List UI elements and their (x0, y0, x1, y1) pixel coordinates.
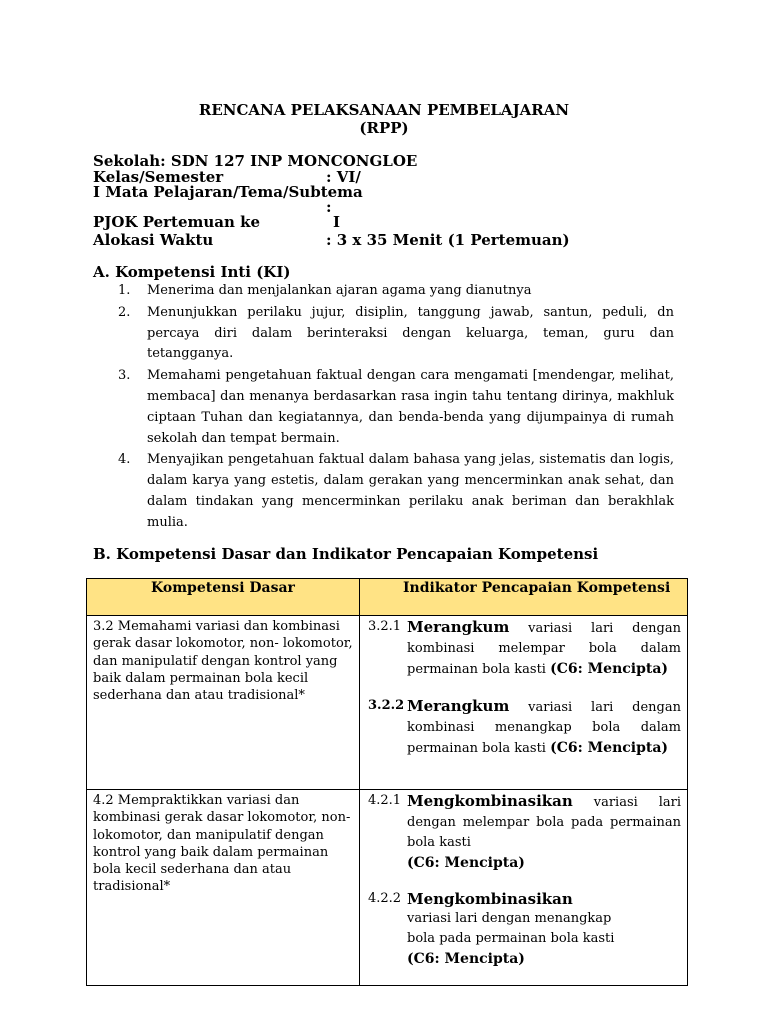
ki-list (118, 281, 674, 535)
kd-cell: 4.2 Mempraktikkan variasi dan kombinasi gerak dasar lokomotor, non-lokomotor, dan manipulatif dengan kontrol yang baik dalam permainan bola kecil sederhana dan atau tradisional* (87, 790, 360, 986)
header-indikator: Indikator Pencapaian Kompetensi (360, 579, 688, 616)
indicator-item (360, 617, 687, 680)
indicator-number: 4.2.2 (368, 891, 402, 906)
indicator-cell (360, 616, 688, 790)
indicator-text: variasi lari dengan menangkap bola pada permainan bola kasti (407, 911, 615, 946)
kd-table (86, 578, 688, 986)
info-alokasi-value: : 3 x 35 Menit (1 Pertemuan) (326, 231, 570, 249)
indicator-item (360, 791, 687, 873)
indicator-item (360, 889, 687, 969)
indicator-verb: Mengkombinasikan (407, 890, 573, 908)
ki-item-number: 2. (118, 304, 131, 320)
section-a-heading: A. Kompetensi Inti (KI) (93, 263, 291, 281)
indicator-number: 3.2.2 (368, 698, 405, 713)
indicator-number: 4.2.1 (368, 793, 402, 808)
document-title (0, 101, 768, 137)
ki-item (118, 281, 674, 302)
indicator-text: variasi lari dengan melempar bola pada permainan bola kasti (407, 795, 681, 850)
indicator-tag: (C6: Mencipta) (550, 661, 669, 677)
indicator-text: variasi lari dengan kombinasi menangkap bola dalam permainan bola kasti (407, 700, 681, 756)
indicator-verb: Merangkum (407, 697, 510, 715)
ki-item-text: Menyajikan pengetahuan faktual dalam bahasa yang jelas, sistematis dan logis, dalam karya yang estetis, dalam gerakan yang mencerminkan anak sehat, dan dalam tindakan yang mencerminkan perilaku anak beriman dan berakhlak mulia. (147, 452, 674, 530)
info-kelas-value: : VI/ (326, 168, 361, 186)
ki-item-number: 4. (118, 452, 131, 468)
info-mapel-colon: : (326, 198, 332, 216)
indicator-number: 3.2.1 (368, 619, 402, 634)
indicator-item (360, 696, 687, 759)
ki-item-text: Menunjukkan perilaku jujur, disiplin, tanggung jawab, santun, peduli, dn percaya diri dalam berinteraksi dengan keluarga, teman, guru dan tetangganya. (147, 304, 674, 362)
info-pjok-value: I (333, 213, 341, 231)
indicator-tag: (C6: Mencipta) (550, 740, 669, 756)
table-row (87, 616, 688, 790)
ki-item-number: 3. (118, 368, 131, 384)
table-row (87, 790, 688, 986)
title-line-2: (RPP) (359, 119, 409, 137)
indicator-verb: Mengkombinasikan (407, 792, 573, 810)
kd-cell: 3.2 Memahami variasi dan kombinasi gerak dasar lokomotor, non- lokomotor, dan manipulatif dengan kontrol yang baik dalam permainan bola kecil sederhana dan atau tradisional* (87, 616, 360, 790)
indicator-tag: (C6: Mencipta) (407, 951, 525, 967)
info-kelas-label: Kelas/Semester (93, 168, 224, 186)
indicator-cell (360, 790, 688, 986)
indicator-tag: (C6: Mencipta) (407, 855, 525, 871)
info-pjok-label: PJOK Pertemuan ke (93, 213, 261, 231)
ki-item-number: 1. (118, 283, 131, 298)
info-mapel: I Mata Pelajaran/Tema/Subtema (93, 183, 363, 201)
section-b-heading: B. Kompetensi Dasar dan Indikator Pencapaian Kompetensi (93, 545, 599, 563)
ki-item-text: Menerima dan menjalankan ajaran agama yang dianutnya (147, 283, 532, 298)
ki-item (118, 366, 674, 449)
header-kompetensi-dasar: Kompetensi Dasar (87, 579, 360, 616)
title-line-1: RENCANA PELAKSANAAN PEMBELAJARAN (198, 101, 570, 119)
info-sekolah: Sekolah: SDN 127 INP MONCONGLOE (93, 152, 418, 170)
indicator-text: variasi lari dengan kombinasi melempar bola dalam permainan bola kasti (407, 621, 681, 677)
info-alokasi-label: Alokasi Waktu (93, 231, 214, 249)
ki-item (118, 303, 674, 365)
table-header-row (87, 579, 688, 616)
indicator-verb: Merangkum (407, 618, 510, 636)
ki-item (118, 450, 674, 533)
ki-item-text: Memahami pengetahuan faktual dengan cara mengamati [mendengar, melihat, membaca] dan menanya berdasarkan rasa ingin tahu tentang dirinya, makhluk ciptaan Tuhan dan kegiatannya, dan benda-benda yang dijumpainya di rumah sekolah dan tempat bermain. (147, 368, 674, 446)
